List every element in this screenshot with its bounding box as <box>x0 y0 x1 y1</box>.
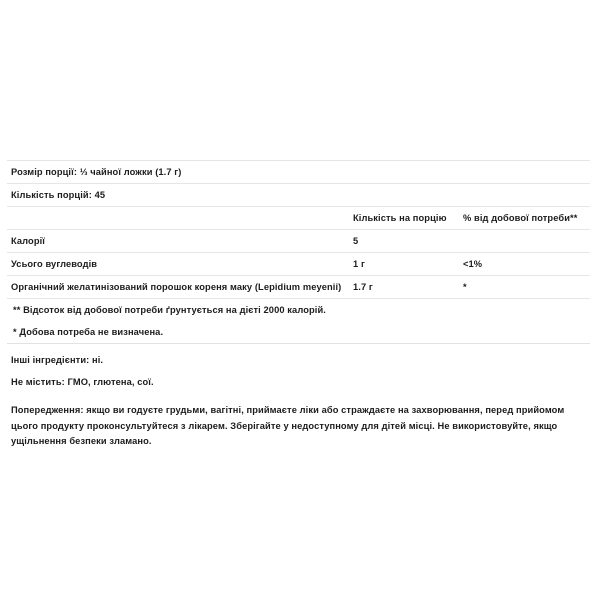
footnote-daily-value-basis: ** Відсоток від добової потреби ґрунтується на дієті 2000 калорій. <box>13 305 326 315</box>
footnote-daily-value-not-established: * Добова потреба не визначена. <box>13 327 164 337</box>
serving-size-row <box>0 161 600 183</box>
servings-per-container-text: Кількість порцій: 45 <box>11 190 106 200</box>
header-percent-daily-value: % від добової потреби** <box>463 213 578 223</box>
nutrient-amount: 5 <box>353 236 359 246</box>
supplement-facts-panel <box>0 160 600 450</box>
nutrient-amount: 1.7 г <box>353 282 373 292</box>
header-amount-per-serving: Кількість на порцію <box>353 213 447 223</box>
nutrient-amount: 1 г <box>353 259 365 269</box>
free-from-text: Не містить: ГМО, глютена, сої. <box>11 377 154 388</box>
table-row <box>0 230 600 252</box>
table-row <box>0 253 600 275</box>
nutrient-name: Органічний желатинізований порошок кореня маку (Lepidium meyenii) <box>11 282 342 292</box>
nutrient-name: Калорії <box>11 236 45 246</box>
warning-text: Попередження: якщо ви годуєте грудьми, вагітні, приймаєте ліки або страждаєте на захворювання, перед прийомом цього продукту проконсультуйтеся з лікарем. Зберігайте у недоступному для дітей місці. Не використовуйте, якщо ущільнення безпеки зламано. <box>11 405 565 446</box>
nutrient-name: Усього вуглеводів <box>11 259 98 269</box>
nutrient-daily-value: <1% <box>463 259 483 269</box>
serving-size-text: Розмір порції: ⅓ чайної ложки (1.7 г) <box>11 167 182 177</box>
servings-per-container-row <box>0 184 600 206</box>
nutrient-daily-value: * <box>463 282 467 292</box>
spacer <box>0 394 600 403</box>
table-row <box>0 276 600 298</box>
other-ingredients-text: Інші інгредієнти: ні. <box>11 355 104 366</box>
nutrition-table-header <box>0 207 600 229</box>
